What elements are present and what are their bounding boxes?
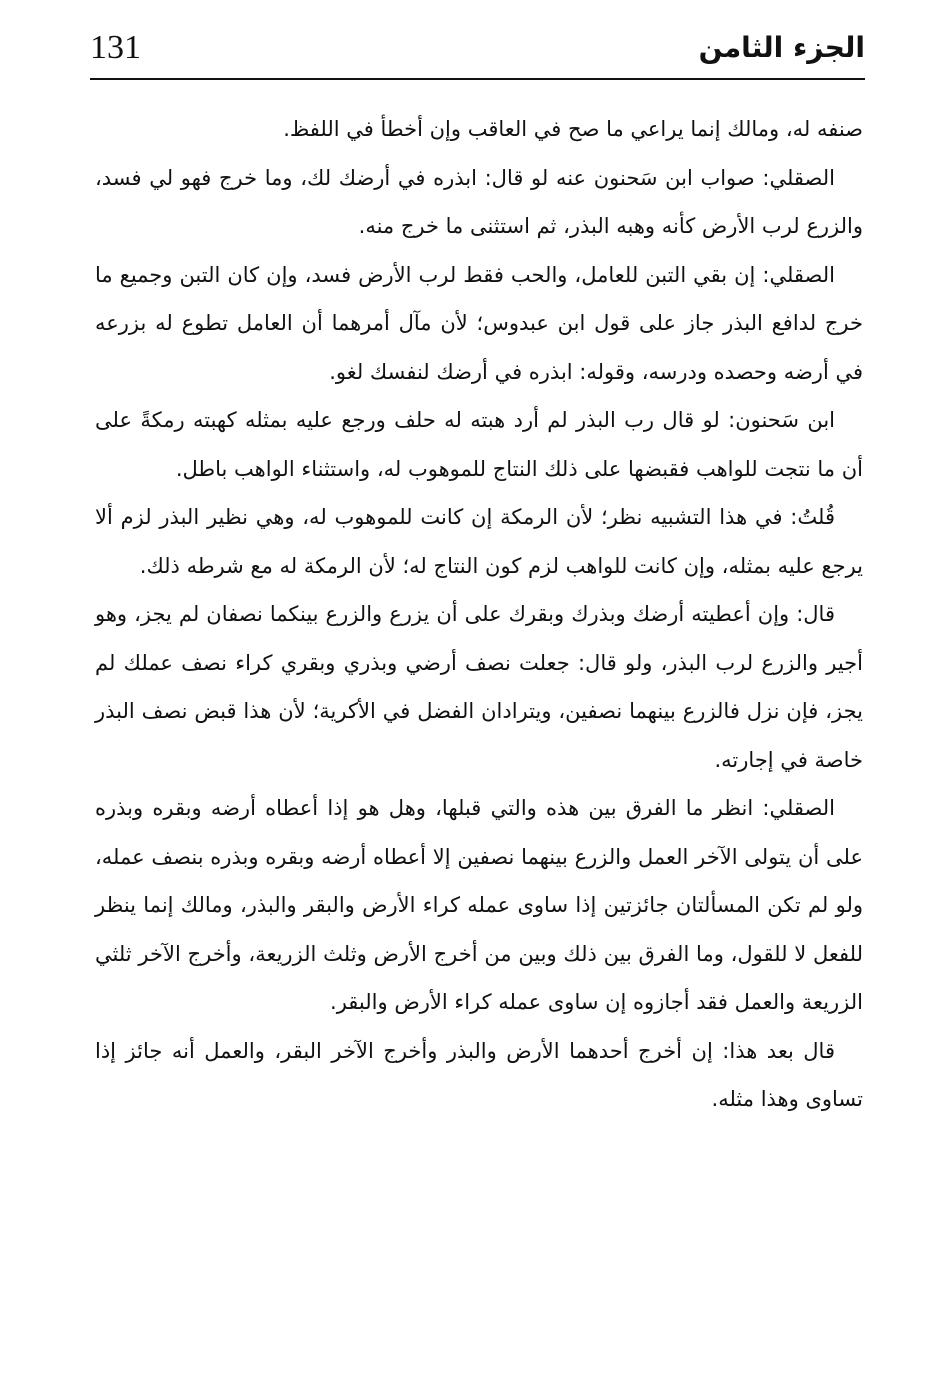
page-header [90, 20, 865, 80]
paragraph-2: الصقلي: صواب ابن سَحنون عنه لو قال: ابذره في أرضك لك، وما خرج فهو لي فسد، والزرع لرب الأرض كأنه وهبه البذر، ثم استثنى ما خرج منه. [95, 165, 863, 238]
body-text [95, 105, 863, 1124]
paragraph-7: الصقلي: انظر ما الفرق بين هذه والتي قبلها، وهل هو إذا أعطاه أرضه وبقره وبذره على أن يتولى الآخر العمل والزرع بينهما نصفين إلا أعطاه أرضه وبقره وبذره بنصف عمله، ولو لم تكن المسألتان جائزتين إذا ساوى عمله كراء الأرض والبقر والبذر، ومالك إنما ينظر للفعل لا للقول، وما الفرق بين ذلك وبين من أخرج الأرض وثلث الزريعة، وأخرج الآخر ثلثي الزريعة والعمل فقد أجازوه إن ساوى عمله كراء الأرض والبقر. [95, 796, 863, 1014]
paragraph-6: قال: وإن أعطيته أرضك وبذرك وبقرك على أن يزرع والزرع بينكما نصفان لم يجز، وهو أجير والزرع لرب البذر، ولو قال: جعلت نصف أرضي وبذري وبقري كراء نصف عملك لم يجز، فإن نزل فالزرع بينهما نصفين، ويترادان الفضل في الأكرية؛ لأن هذا قبض نصف البذر خاصة في إجارته. [95, 602, 863, 772]
paragraph-3: الصقلي: إن بقي التبن للعامل، والحب فقط لرب الأرض فسد، وإن كان التبن وجميع ما خرج لدافع البذر جاز على قول ابن عبدوس؛ لأن مآل أمرهما أن العامل تطوع له بزرعه في أرضه وحصده ودرسه، وقوله: ابذره في أرضك لنفسك لغو. [95, 262, 863, 384]
paragraph-1: صنفه له، ومالك إنما يراعي ما صح في العاقب وإن أخطأ في اللفظ. [283, 117, 863, 141]
page-number: 131 [90, 29, 141, 66]
running-title: الجزء الثامن [698, 31, 865, 64]
header-divider [90, 78, 865, 80]
paragraph-4: ابن سَحنون: لو قال رب البذر لم أرد هبته له حلف ورجع عليه بمثله كهبته رمكةً على أن ما نتجت للواهب فقبضها على ذلك النتاج للموهوب له، واستثناء الواهب باطل. [95, 408, 863, 481]
paragraph-5: قُلتُ: في هذا التشبيه نظر؛ لأن الرمكة إن كانت للموهوب له، وهي نظير البذر لزم ألا يرجع عليه بمثله، وإن كانت للواهب لزم كون النتاج له؛ لأن الرمكة له مع شرطه ذلك. [95, 505, 863, 578]
paragraph-8: قال بعد هذا: إن أخرج أحدهما الأرض والبذر وأخرج الآخر البقر، والعمل أنه جائز إذا تساوى وهذا مثله. [95, 1038, 863, 1111]
